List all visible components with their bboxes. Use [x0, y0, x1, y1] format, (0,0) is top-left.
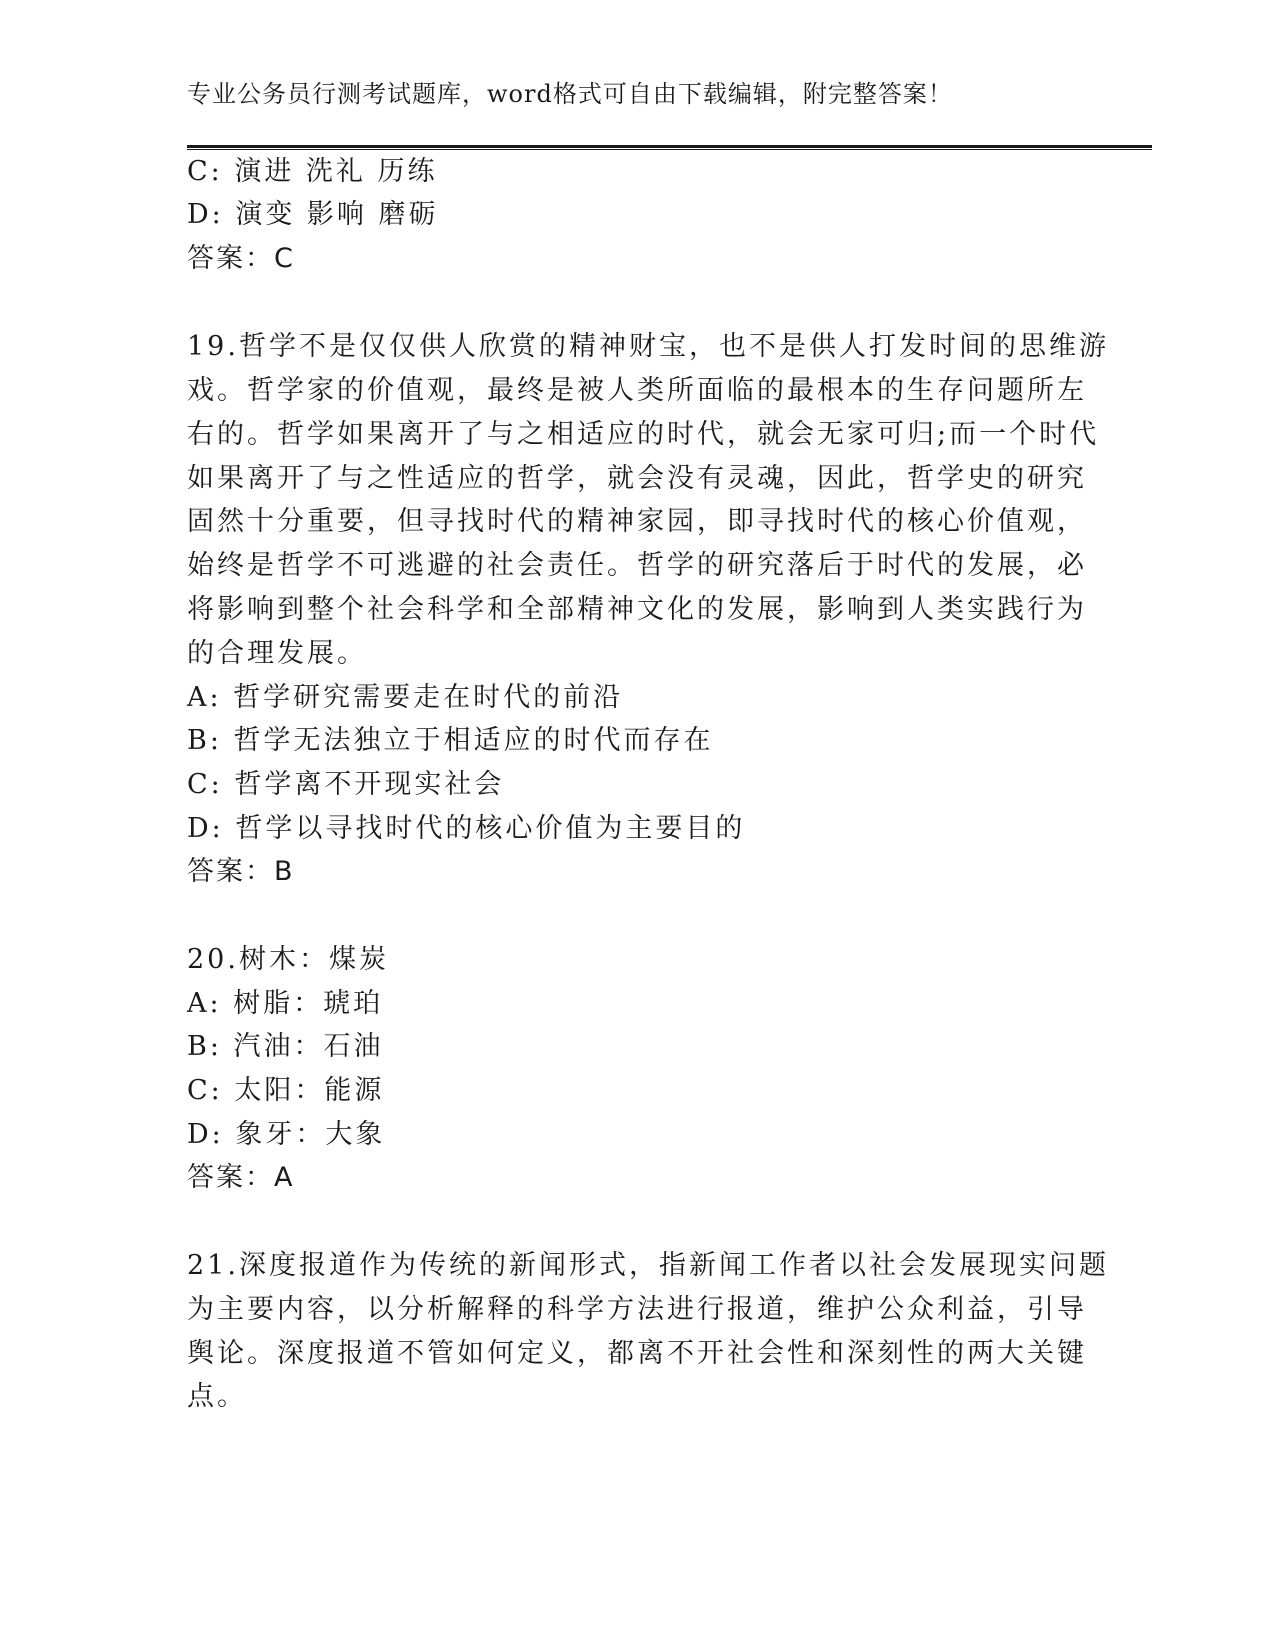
- q20-answer: 答案：A: [187, 1162, 295, 1193]
- page-header: 专业公务员行测考试题库，word格式可自由下载编辑，附完整答案！: [187, 80, 953, 108]
- q20-option-a: A: 树脂：琥珀: [187, 988, 384, 1019]
- q19-stem-line: 将影响到整个社会科学和全部精神文化的发展，影响到人类实践行为: [187, 594, 1087, 625]
- q20-stem: 20.树木：煤炭: [187, 944, 389, 975]
- q19-answer: 答案：B: [187, 856, 295, 887]
- q19-stem-line: 如果离开了与之性适应的哲学，就会没有灵魂，因此，哲学史的研究: [187, 463, 1087, 494]
- q19-option-c: C: 哲学离不开现实社会: [187, 769, 505, 800]
- q19-stem-line: 始终是哲学不可逃避的社会责任。哲学的研究落后于时代的发展，必: [187, 550, 1087, 581]
- q19-option-a: A: 哲学研究需要走在时代的前沿: [187, 682, 624, 713]
- q18-option-c: C: 演进 洗礼 历练: [187, 156, 438, 187]
- q19-stem-line: 右的。哲学如果离开了与之相适应的时代，就会无家可归;而一个时代: [187, 419, 1100, 450]
- q20-option-d: D: 象牙：大象: [187, 1119, 386, 1150]
- q20-option-b: B: 汽油：石油: [187, 1031, 384, 1062]
- q21-stem-line: 为主要内容，以分析解释的科学方法进行报道，维护公众利益，引导: [187, 1294, 1087, 1325]
- q18-answer: 答案：C: [187, 243, 295, 274]
- q19-stem-line: 19.哲学不是仅仅供人欣赏的精神财宝，也不是供人打发时间的思维游: [187, 331, 1109, 362]
- header-rule: [187, 145, 1152, 150]
- q20-option-c: C: 太阳：能源: [187, 1075, 385, 1106]
- q21-stem-line: 点。: [187, 1381, 247, 1412]
- q19-stem-line: 固然十分重要，但寻找时代的精神家园，即寻找时代的核心价值观，: [187, 506, 1087, 537]
- q19-option-d: D: 哲学以寻找时代的核心价值为主要目的: [187, 813, 746, 844]
- q19-stem-line: 的合理发展。: [187, 638, 367, 669]
- q19-stem-line: 戏。哲学家的价值观，最终是被人类所面临的最根本的生存问题所左: [187, 375, 1087, 406]
- q18-option-d: D: 演变 影响 磨砺: [187, 199, 439, 230]
- q21-stem-line: 舆论。深度报道不管如何定义，都离不开社会性和深刻性的两大关键: [187, 1338, 1087, 1369]
- q21-stem-line: 21.深度报道作为传统的新闻形式，指新闻工作者以社会发展现实问题: [187, 1250, 1109, 1281]
- q19-option-b: B: 哲学无法独立于相适应的时代而存在: [187, 725, 714, 756]
